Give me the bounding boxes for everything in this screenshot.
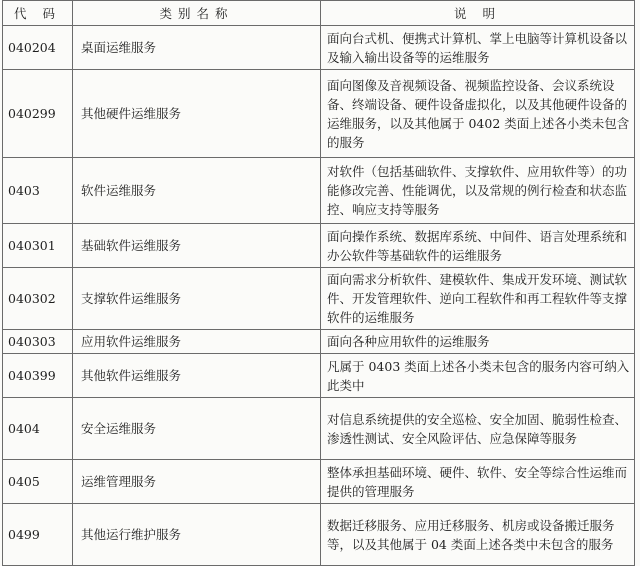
- description-cell: 对信息系统提供的安全巡检、安全加固、脆弱性检查、渗透性测试、安全风险评估、应急保障等服务: [321, 398, 635, 460]
- code-cell: 0405: [3, 460, 73, 504]
- table-row: [3, 398, 635, 460]
- category-cell: 运维管理服务: [73, 460, 321, 504]
- description-cell: 面向需求分析软件、建模软件、集成开发环境、测试软件、开发管理软件、逆向工程软件和再工程软件等支撑软件的运维服务: [321, 268, 635, 330]
- table-row: [3, 460, 635, 504]
- table-row: [3, 354, 635, 398]
- description-cell: 面向台式机、便携式计算机、掌上电脑等计算机设备以及输入输出设备等的运维服务: [321, 26, 635, 70]
- code-cell: 0404: [3, 398, 73, 460]
- description-cell: 数据迁移服务、应用迁移服务、机房或设备搬迁服务等，以及其他属于 04 类面上述各类中未包含的服务: [321, 504, 635, 566]
- header-row: [3, 1, 635, 26]
- code-cell: 0499: [3, 504, 73, 566]
- table-row: [3, 504, 635, 566]
- category-cell: 支撑软件运维服务: [73, 268, 321, 330]
- category-cell: 应用软件运维服务: [73, 330, 321, 354]
- code-cell: 040204: [3, 26, 73, 70]
- header-code: 代 码: [3, 1, 73, 26]
- header-description: 说 明: [321, 1, 635, 26]
- code-cell: 040399: [3, 354, 73, 398]
- category-cell: 桌面运维服务: [73, 26, 321, 70]
- category-cell: 其他硬件运维服务: [73, 70, 321, 158]
- table-row: [3, 26, 635, 70]
- category-cell: 其他软件运维服务: [73, 354, 321, 398]
- description-cell: 整体承担基础环境、硬件、软件、安全等综合性运维而提供的管理服务: [321, 460, 635, 504]
- header-category: 类别名称: [73, 1, 321, 26]
- service-classification-table: [2, 0, 635, 566]
- category-cell: 安全运维服务: [73, 398, 321, 460]
- code-cell: 040303: [3, 330, 73, 354]
- code-cell: 0403: [3, 158, 73, 224]
- category-cell: 其他运行维护服务: [73, 504, 321, 566]
- table-row: [3, 158, 635, 224]
- description-cell: 面向各种应用软件的运维服务: [321, 330, 635, 354]
- table-row: [3, 330, 635, 354]
- category-cell: 软件运维服务: [73, 158, 321, 224]
- code-cell: 040302: [3, 268, 73, 330]
- table-row: [3, 70, 635, 158]
- table-row: [3, 268, 635, 330]
- table-row: [3, 224, 635, 268]
- code-cell: 040299: [3, 70, 73, 158]
- description-cell: 对软件（包括基础软件、支撑软件、应用软件等）的功能修改完善、性能调优，以及常规的例行检查和状态监控、响应支持等服务: [321, 158, 635, 224]
- description-cell: 凡属于 0403 类面上述各小类未包含的服务内容可纳入此类中: [321, 354, 635, 398]
- code-cell: 040301: [3, 224, 73, 268]
- description-cell: 面向操作系统、数据库系统、中间件、语言处理系统和办公软件等基础软件的运维服务: [321, 224, 635, 268]
- description-cell: 面向图像及音视频设备、视频监控设备、会议系统设备、终端设备、硬件设备虚拟化，以及其他硬件设备的运维服务，以及其他属于 0402 类面上述各小类未包含的服务: [321, 70, 635, 158]
- category-cell: 基础软件运维服务: [73, 224, 321, 268]
